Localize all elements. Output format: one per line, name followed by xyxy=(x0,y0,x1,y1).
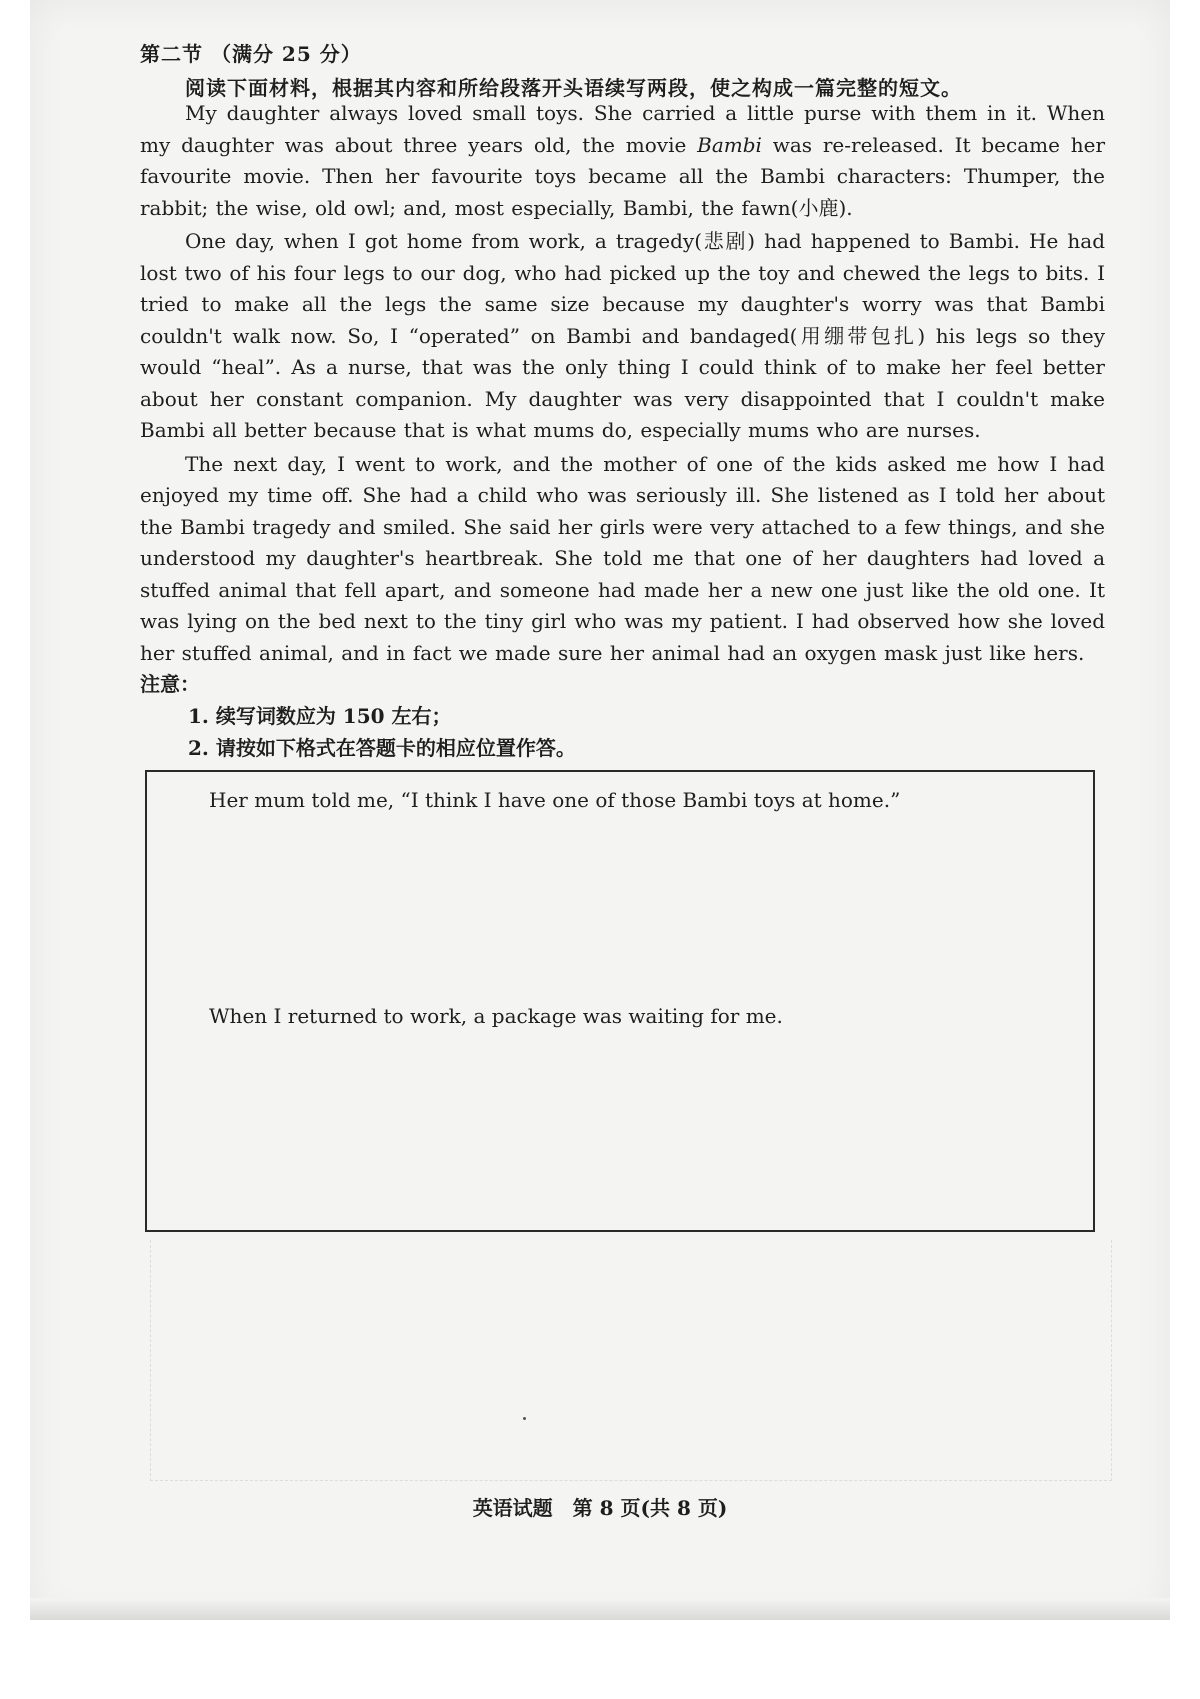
page-footer: 英语试题 第 8 页(共 8 页) xyxy=(472,1496,728,1520)
paragraph-1-opening: Her mum told me, “I think I have one of those Bambi toys at home.” xyxy=(209,788,901,812)
paragraph-1-text-a: My daughter always loved small toys. She carried a little purse with them in it. When my daughter was about three years old, the movie xyxy=(140,101,1105,157)
bleed-through-frame xyxy=(150,1240,1112,1481)
paragraph-2-opening: When I returned to work, a package was waiting for me. xyxy=(209,1004,783,1028)
scan-bottom-edge xyxy=(30,1598,1170,1620)
reading-passage xyxy=(140,98,1105,671)
answer-format-box xyxy=(145,770,1095,1232)
section-title: 第二节 （满分 25 分） xyxy=(140,42,362,66)
scan-speck xyxy=(523,1417,526,1420)
note-item-word-count: 1. 续写词数应为 150 左右； xyxy=(188,704,452,728)
task-instruction: 阅读下面材料，根据其内容和所给段落开头语续写两段，使之构成一篇完整的短文。 xyxy=(185,76,962,100)
note-item-format: 2. 请按如下格式在答题卡的相应位置作答。 xyxy=(188,736,576,760)
passage-paragraph-1 xyxy=(140,98,1105,224)
passage-paragraph-2: One day, when I got home from work, a tragedy(悲剧) had happened to Bambi. He had lost two of his four legs to our dog, who had picked up the toy and chewed the legs to bits. I tried to make all the legs the same size because my daughter's worry was that Bambi couldn't walk now. So, I “operated” on Bambi and bandaged(用绷带包扎) his legs so they would “heal”. As a nurse, that was the only thing I could think of to make her feel better about her constant companion. My daughter was very disappointed that I couldn't make Bambi all better because that is what mums do, especially mums who are nurses. xyxy=(140,229,1105,442)
passage-paragraph-3: The next day, I went to work, and the mother of one of the kids asked me how I had enjoyed my time off. She had a child who was seriously ill. She listened as I told her about the Bambi tragedy and smiled. She said her girls were very attached to a few things, and she understood my daughter's heartbreak. She told me that one of her daughters had loved a stuffed animal that fell apart, and someone had made her a new one just like the old one. It was lying on the bed next to the tiny girl who was my patient. I had observed how she loved her stuffed animal, and in fact we made sure her animal had an oxygen mask just like hers. xyxy=(140,451,1105,665)
movie-title: Bambi xyxy=(697,132,762,157)
paragraph-1-text-b: was re-released. It became her favourite movie. Then her favourite toys became all the Bambi characters: Thumper, the rabbit; the wise, old owl; and, most especially, Bambi, the fawn(小鹿). xyxy=(140,132,1106,220)
notes-label: 注意： xyxy=(140,672,200,696)
